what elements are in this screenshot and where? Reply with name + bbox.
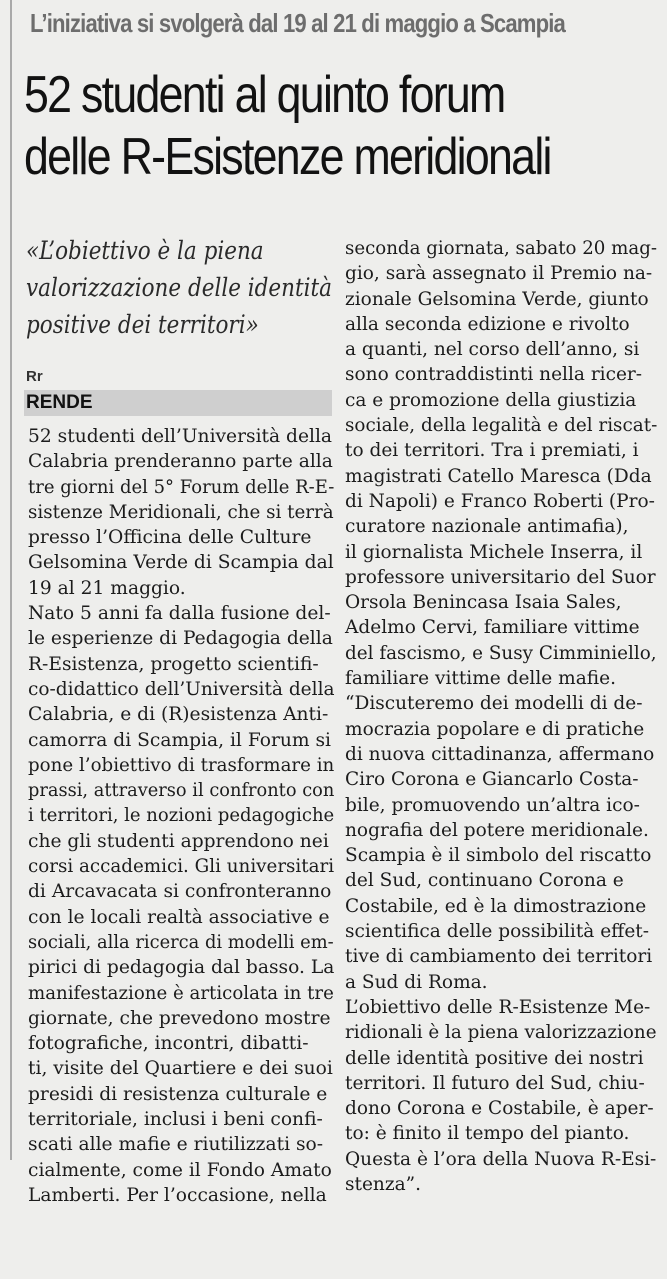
body-text-line: di Arcavacata si confronteranno <box>28 880 332 903</box>
body-text-line: bile, promuovendo un’altra ico- <box>345 793 640 816</box>
body-text-line: scientifica delle possibilità effet- <box>345 920 650 943</box>
body-text-line: Ciro Corona e Giancarlo Costa- <box>345 768 639 791</box>
body-text-line: L’obiettivo delle R-Esistenze Me- <box>345 995 651 1018</box>
body-text-line: territori. Il futuro del Sud, chiu- <box>345 1071 645 1094</box>
body-text-line: delle identità positive dei nostri <box>345 1046 644 1069</box>
body-text-line: R-Esistenza, progetto scientifi- <box>28 652 319 675</box>
body-text-line: di Napoli) e Franco Roberti (Pro- <box>345 489 655 512</box>
body-text-line: con le locali realtà associative e <box>28 905 330 928</box>
body-text-line: Nato 5 anni fa dalla fusione del- <box>28 602 331 625</box>
article-body-left-column <box>28 424 340 1208</box>
body-text-line: 19 al 21 maggio. <box>28 576 186 599</box>
body-text-line: tre giorni del 5° Forum delle R-E- <box>28 475 335 498</box>
body-text-line: sociali, alla ricerca di modelli em- <box>28 930 334 953</box>
body-text-line: i territori, le nozioni pedagogiche <box>28 804 335 827</box>
body-text-line: fotografiche, incontri, dibatti- <box>28 1032 309 1055</box>
body-text-line: Orsola Benincasa Isaia Sales, <box>345 591 622 614</box>
body-text-line: a quanti, nel corso dell’anno, si <box>345 338 640 361</box>
body-text-line: sociale, della legalità e del riscat- <box>345 414 658 437</box>
body-text-line: “Discuteremo dei modelli di de- <box>345 692 643 715</box>
body-text-line: to: è finito il tempo del pianto. <box>345 1122 630 1145</box>
article-subhead <box>26 232 353 343</box>
body-text-line: giornate, che prevedono mostre <box>28 1006 331 1029</box>
body-text-line: camorra di Scampia, il Forum si <box>28 728 332 751</box>
author-byline: Rr <box>26 368 43 385</box>
body-text-line: Scampia è il simbolo del riscatto <box>345 844 652 867</box>
body-text-line: che gli studenti apprendono nei <box>28 829 329 852</box>
body-text-line: 52 studenti dell’Università della <box>28 425 333 447</box>
body-text-line: del fascismo, e Susy Cimminiello, <box>345 641 657 664</box>
body-text-line: il giornalista Michele Inserra, il <box>345 540 643 563</box>
body-text-line: presso l’Officina delle Culture <box>28 526 312 549</box>
body-text-line: to dei territori. Tra i premiati, i <box>345 439 639 462</box>
body-text-line: cialmente, come il Fondo Amato <box>28 1158 332 1181</box>
body-text-line: dono Corona e Costabile, è aper- <box>345 1097 654 1120</box>
body-text-line: Calabria prenderanno parte alla <box>28 450 333 473</box>
body-text-line: di nuova cittadinanza, affermano <box>345 742 655 765</box>
body-text-line: del Sud, continuano Corona e <box>345 869 624 892</box>
body-text-line: prassi, attraverso il confronto con <box>28 779 335 802</box>
body-text-line: scati alle mafie e riutilizzati so- <box>28 1133 324 1156</box>
body-text-line: curatore nazionale antimafia), <box>345 515 629 538</box>
body-text-line: corsi accademici. Gli universitari <box>28 855 335 878</box>
body-text-line: presidi di resistenza culturale e <box>28 1082 328 1105</box>
article-body-right-column <box>345 236 665 1197</box>
body-text-line: sistenze Meridionali, che si terrà <box>28 500 334 523</box>
body-text-line: pone l’obiettivo di trasformare in <box>28 753 335 776</box>
body-text-line: Lamberti. Per l’occasione, nella <box>28 1183 327 1206</box>
column-rule <box>10 0 12 1160</box>
body-text-line: zionale Gelsomina Verde, giunto <box>345 287 649 310</box>
body-text-line: territoriale, inclusi i beni confi- <box>28 1108 323 1131</box>
body-text-line: alla seconda edizione e rivolto <box>345 312 630 335</box>
body-text-line: co-didattico dell’Università della <box>28 677 335 700</box>
body-text-line: ti, visite del Quartiere e dei suoi <box>28 1057 333 1080</box>
body-text-line: magistrati Catello Maresca (Dda <box>345 464 652 487</box>
body-text-line: ca e promozione della giustizia <box>345 388 637 411</box>
body-text-line: Calabria, e di (R)esistenza Anti- <box>28 703 329 726</box>
body-text-line: professore universitario del Suor <box>345 565 656 588</box>
body-text-line: sono contraddistinti nella ricer- <box>345 363 643 386</box>
dateline-location: RENDE <box>26 392 93 413</box>
subhead-line-3: positive dei territori» <box>26 310 259 339</box>
body-text-line: gio, sarà assegnato il Premio na- <box>345 262 653 285</box>
body-text-line: seconda giornata, sabato 20 mag- <box>345 237 658 259</box>
body-text-line: le esperienze di Pedagogia della <box>28 627 333 650</box>
body-text-line: a Sud di Roma. <box>345 970 488 993</box>
body-text-line: familiare vittime delle mafie. <box>345 667 616 690</box>
body-text-line: Adelmo Cervi, familiare vittime <box>345 616 640 639</box>
body-text-line: nografia del potere meridionale. <box>345 818 649 841</box>
body-text-line: pirici di pedagogia dal basso. La <box>28 956 335 979</box>
body-text-line: ridionali è la piena valorizzazione <box>345 1021 657 1044</box>
headline-line-2: delle R-Esistenze meridionali <box>24 128 551 186</box>
article-kicker: L’iniziativa si svolgerà dal 19 al 21 di maggio a Scampia <box>30 8 565 38</box>
body-text-line: mocrazia popolare e di pratiche <box>345 717 645 740</box>
body-text-line: Gelsomina Verde di Scampia dal <box>28 551 334 574</box>
subhead-line-1: «L’obiettivo è la piena <box>26 236 264 265</box>
body-text-line: stenza”. <box>345 1172 422 1195</box>
body-text-line: Questa è l’ora della Nuova R-Esi- <box>345 1147 657 1170</box>
body-text-line: Costabile, ed è la dimostrazione <box>345 894 647 917</box>
body-text-line: manifestazione è articolata in tre <box>28 981 334 1004</box>
article-headline <box>24 64 574 188</box>
headline-line-1: 52 studenti al quinto forum <box>24 66 505 124</box>
subhead-line-2: valorizzazione delle identità <box>26 273 332 302</box>
body-text-line: tive di cambiamento dei territori <box>345 945 653 968</box>
